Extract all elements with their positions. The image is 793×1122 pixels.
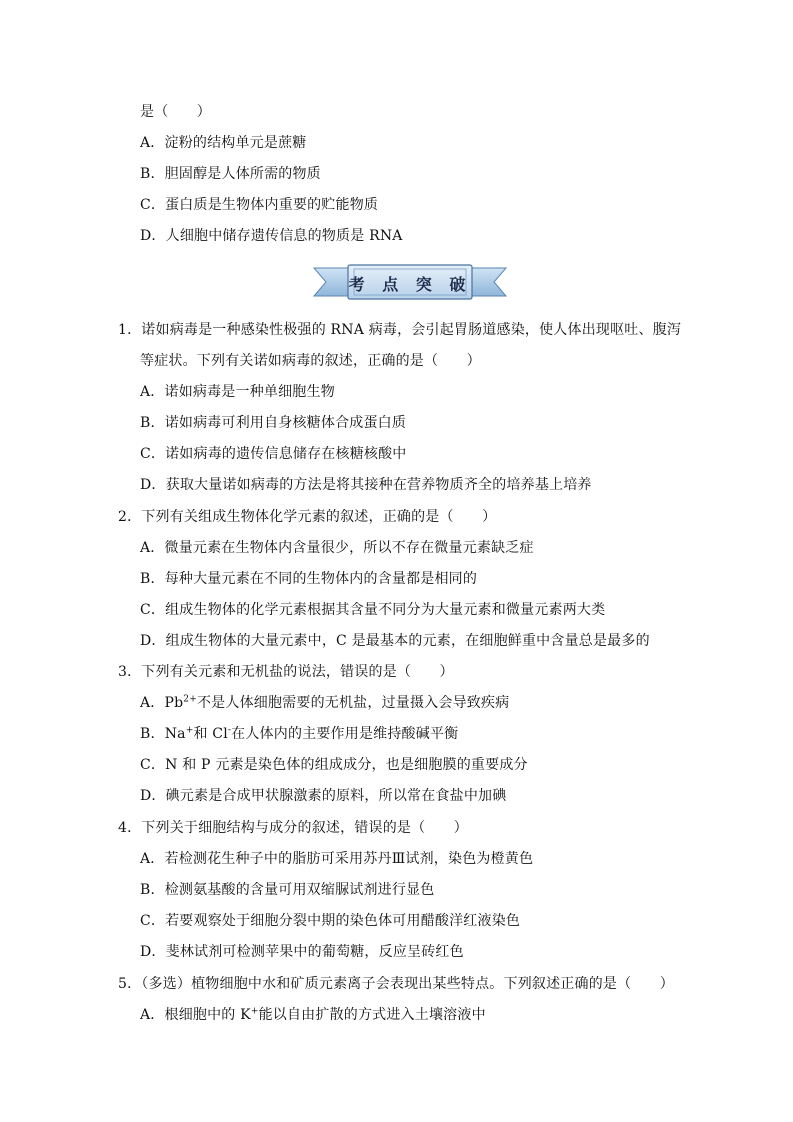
q1-option-a: A．诺如病毒是一种单细胞生物 [140,384,335,400]
intro-option-d: D．人细胞中储存遗传信息的物质是 RNA [140,228,403,244]
q3-option-a-post: 不是人体细胞需要的无机盐，过量摄入会导致疾病 [196,695,510,711]
q1-stem-line1: 1．诺如病毒是一种感染性极强的 RNA 病毒，会引起胃肠道感染，使人体出现呕吐、腹泻 [118,322,682,338]
q1-option-b: B．诺如病毒可利用自身核糖体合成蛋白质 [140,415,407,431]
q2-option-c: C．组成生物体的化学元素根据其含量不同分为大量元素和微量元素两大类 [140,602,606,618]
section-banner [312,262,508,302]
q2-stem: 2．下列有关组成生物体化学元素的叙述，正确的是（ ） [118,509,497,525]
q1-option-d: D．获取大量诺如病毒的方法是将其接种在营养物质齐全的培养基上培养 [140,477,592,493]
q3-option-b [140,724,458,744]
q3-stem: 3．下列有关元素和无机盐的说法，错误的是（ ） [118,664,454,680]
q5-option-a-post: 能以自由扩散的方式进入土壤溶液中 [258,1007,486,1023]
q3-option-a [140,693,509,713]
q3-option-b-post: 在人体内的主要作用是维持酸碱平衡 [231,726,459,742]
banner-title: 考 点 突 破 [348,275,472,294]
intro-option-c: C．蛋白质是生物体内重要的贮能物质 [140,197,379,213]
q3-option-b-mid: 和 Cl [193,726,228,742]
q3-option-a-pre: A．Pb [140,695,184,711]
q4-option-c: C．若要观察处于细胞分裂中期的染色体可用醋酸洋红液染色 [140,913,521,929]
q3-option-c: C．N 和 P 元素是染色体的组成成分，也是细胞膜的重要成分 [140,757,528,773]
q2-option-b: B．每种大量元素在不同的生物体内的含量都是相同的 [140,571,478,587]
q5-option-a-sup: + [250,1006,259,1017]
q5-option-a-pre: A．根细胞中的 K [140,1007,251,1023]
q3-option-b-sup2: - [227,725,232,736]
q5-option-a [140,1005,486,1025]
q3-option-b-sup1: + [185,725,194,736]
q4-option-d: D．斐林试剂可检测苹果中的葡萄糖，反应呈砖红色 [140,944,464,960]
q3-option-b-pre: B．Na [140,726,186,742]
q4-option-b: B．检测氨基酸的含量可用双缩脲试剂进行显色 [140,882,435,898]
q1-option-c: C．诺如病毒的遗传信息储存在核糖核酸中 [140,446,407,462]
q4-stem: 4．下列关于细胞结构与成分的叙述，错误的是（ ） [118,820,468,836]
q2-option-d: D．组成生物体的大量元素中，C 是最基本的元素，在细胞鲜重中含量总是最多的 [140,633,650,649]
intro-stem-tail: 是（ ） [140,104,211,120]
intro-option-b: B．胆固醇是人体所需的物质 [140,166,321,182]
q1-stem-line2: 等症状。下列有关诺如病毒的叙述，正确的是（ ） [140,353,481,369]
q2-option-a: A．微量元素在生物体内含量很少，所以不存在微量元素缺乏症 [140,540,534,556]
intro-option-a: A．淀粉的结构单元是蔗糖 [140,135,307,151]
q3-option-a-sup: 2+ [183,694,197,705]
q3-option-d: D．碘元素是合成甲状腺激素的原料，所以常在食盐中加碘 [140,788,507,804]
q4-option-a: A．若检测花生种子中的脂肪可采用苏丹Ⅲ试剂，染色为橙黄色 [140,851,534,867]
q5-stem: 5．（多选）植物细胞中水和矿质元素离子会表现出某些特点。下列叙述正确的是（ ） [118,976,674,992]
